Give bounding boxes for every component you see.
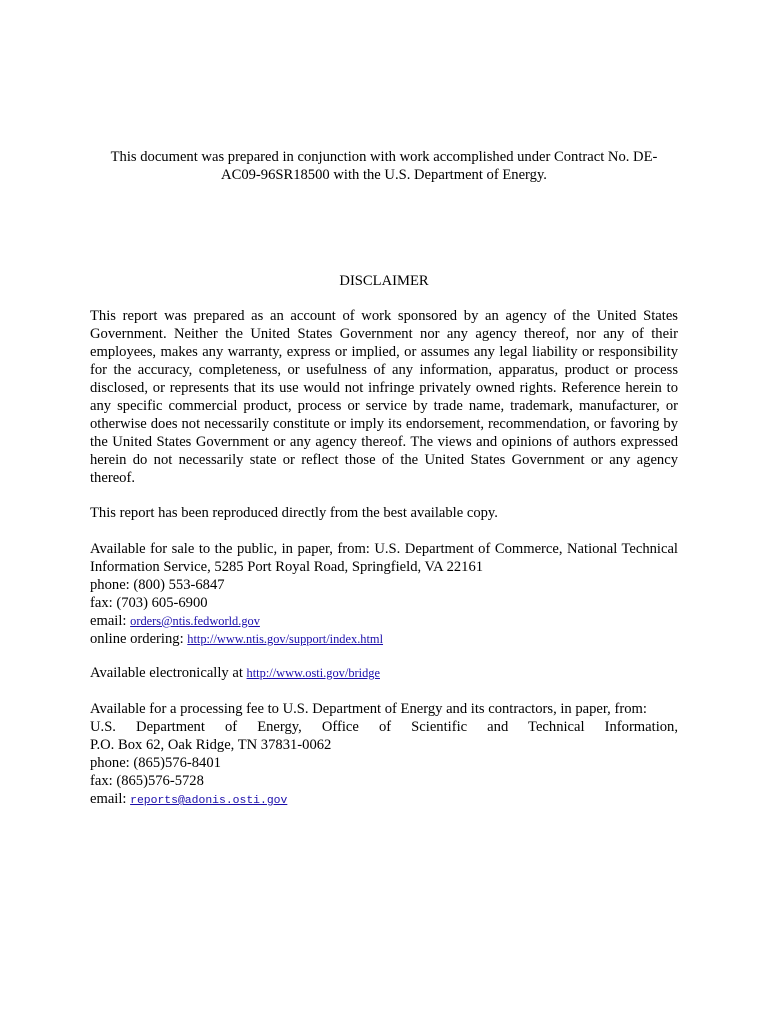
commerce-availability <box>90 540 678 648</box>
electronic-label: Available electronically at <box>90 665 247 681</box>
osti-bridge-link[interactable]: http://www.osti.gov/bridge <box>246 666 380 680</box>
doe-office: U.S. Department of Energy, Office of Scientific and Technical Information, <box>90 719 678 735</box>
commerce-ordering-label: online ordering: <box>90 631 188 647</box>
doe-availability <box>90 700 678 810</box>
doe-address: P.O. Box 62, Oak Ridge, TN 37831-0062 <box>90 737 332 753</box>
commerce-ordering-link[interactable]: http://www.ntis.gov/support/index.html <box>187 632 384 646</box>
commerce-intro: Available for sale to the public, in paper, from: U.S. Department of Commerce, National Technical Information Service, 5285 Port Royal Road, Springfield, VA 22161 <box>90 541 678 575</box>
doe-intro: Available for a processing fee to U.S. Department of Energy and its contractors, in paper, from: <box>90 701 647 717</box>
doe-email-link[interactable]: reports@adonis.osti.gov <box>130 795 288 807</box>
commerce-fax: fax: (703) 605-6900 <box>90 595 208 611</box>
commerce-email-line <box>90 612 678 630</box>
disclaimer-text: This report was prepared as an account of work sponsored by an agency of the United States Government. Neither the United States Government nor any agency thereof, nor any of their employees, makes any warranty, express or implied, or assumes any legal liability or responsibility for the accuracy, completeness, or usefulness of any information, apparatus, product or process disclosed, or represents that its use would not infringe privately owned rights. Reference herein to any specific commercial product, process or service by trade name, trademark, manufacturer, or otherwise does not necessarily constitute or imply its endorsement, recommendation, or favoring by the United States Government or any agency thereof. The views and opinions of authors expressed herein do not necessarily state or reflect those of the United States Government or any agency thereof. <box>90 308 678 486</box>
commerce-email-label: email: <box>90 613 131 629</box>
commerce-phone: phone: (800) 553-6847 <box>90 577 225 593</box>
doe-email-label: email: <box>90 791 131 807</box>
reproduced-note: This report has been reproduced directly from the best available copy. <box>90 505 498 521</box>
commerce-email-link[interactable]: orders@ntis.fedworld.gov <box>130 614 260 628</box>
doe-email-line <box>90 790 678 810</box>
commerce-ordering-line <box>90 630 678 648</box>
contract-notice: This document was prepared in conjunction with work accomplished under Contract No. DE-AC09-96SR18500 with the U.S. Department of Energy. <box>110 149 658 183</box>
doe-phone: phone: (865)576-8401 <box>90 755 221 771</box>
doe-fax: fax: (865)576-5728 <box>90 773 204 789</box>
disclaimer-heading: DISCLAIMER <box>339 273 429 289</box>
electronic-availability <box>90 664 678 682</box>
